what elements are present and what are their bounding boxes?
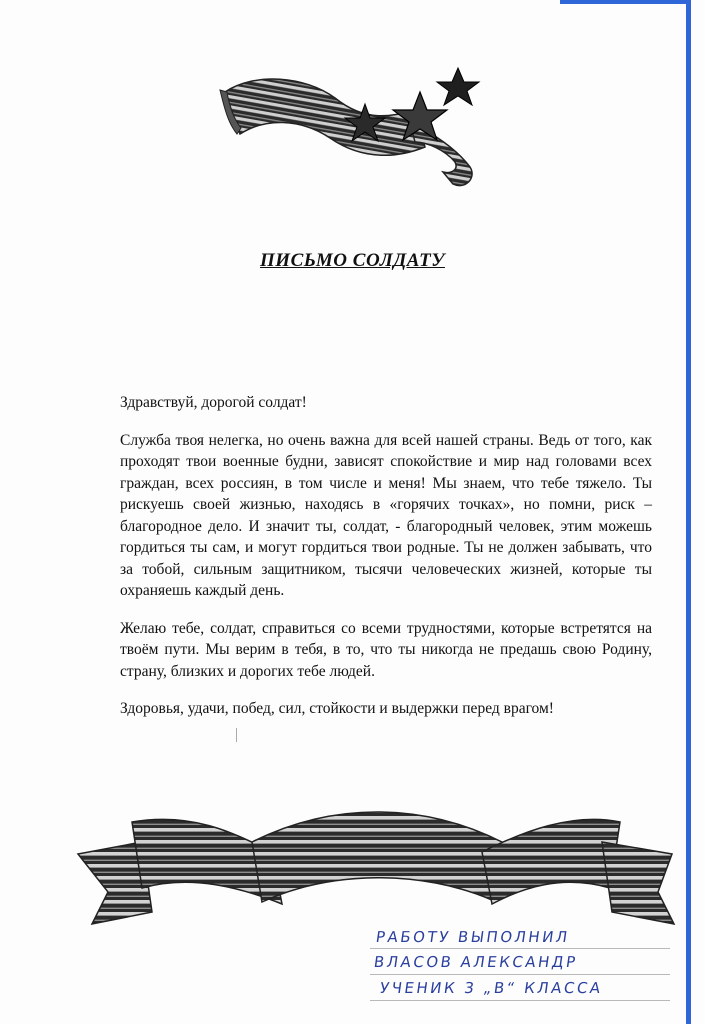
ruled-line [370,948,670,949]
signature-line-3: УЧЕНИК 3 „В“ КЛАССА [378,979,604,997]
letter-greeting: Здравствуй, дорогой солдат! [120,394,307,411]
signature-line-2: ВЛАСОВ АЛЕКСАНДР [372,953,579,971]
letter-title: ПИСЬМО СОЛДАТУ [260,250,445,271]
blue-top-line [560,0,691,4]
letter-body [120,392,652,736]
blue-edge-line [686,0,691,1024]
signature-line-1: РАБОТУ ВЫПОЛНИЛ [374,928,571,946]
signature-block [370,922,670,1002]
ruled-line [370,974,670,975]
letter-paragraph-2: Желаю тебе, солдат, справиться со всеми трудностями, которые встретятся на твоём пути. Мы верим в тебя, в то, что ты никогда не предашь свою Родину, страну, близких и дорогих тебе людей. [120,619,652,680]
st-george-ribbon-with-stars-icon [215,62,495,200]
ruled-line [370,1000,670,1001]
letter-paragraph-1: Служба твоя нелегка, но очень важна для всей нашей страны. Ведь от того, как проходят твои военные будни, зависят спокойствие и мир над головами всех граждан, всех россиян, в том числе и меня! Мы знаем, что тебе тяжело. Ты рискуешь своей жизнью, находясь в «горячих точках», но помни, риск – благородное дело. И значит ты, солдат, - благородный человек, этим можешь гордиться ты сам, и могут гордиться твои родные. Ты не должен забывать, что за тобой, сильным защитником, тысячи человеческих жизней, которые ты охраняешь каждый день. [120,431,652,599]
st-george-ribbon-banner-icon [72,792,680,932]
scan-speck [236,728,237,742]
letter-paragraph-3: Здоровья, удачи, побед, сил, стойкости и выдержки перед врагом! [120,700,554,717]
